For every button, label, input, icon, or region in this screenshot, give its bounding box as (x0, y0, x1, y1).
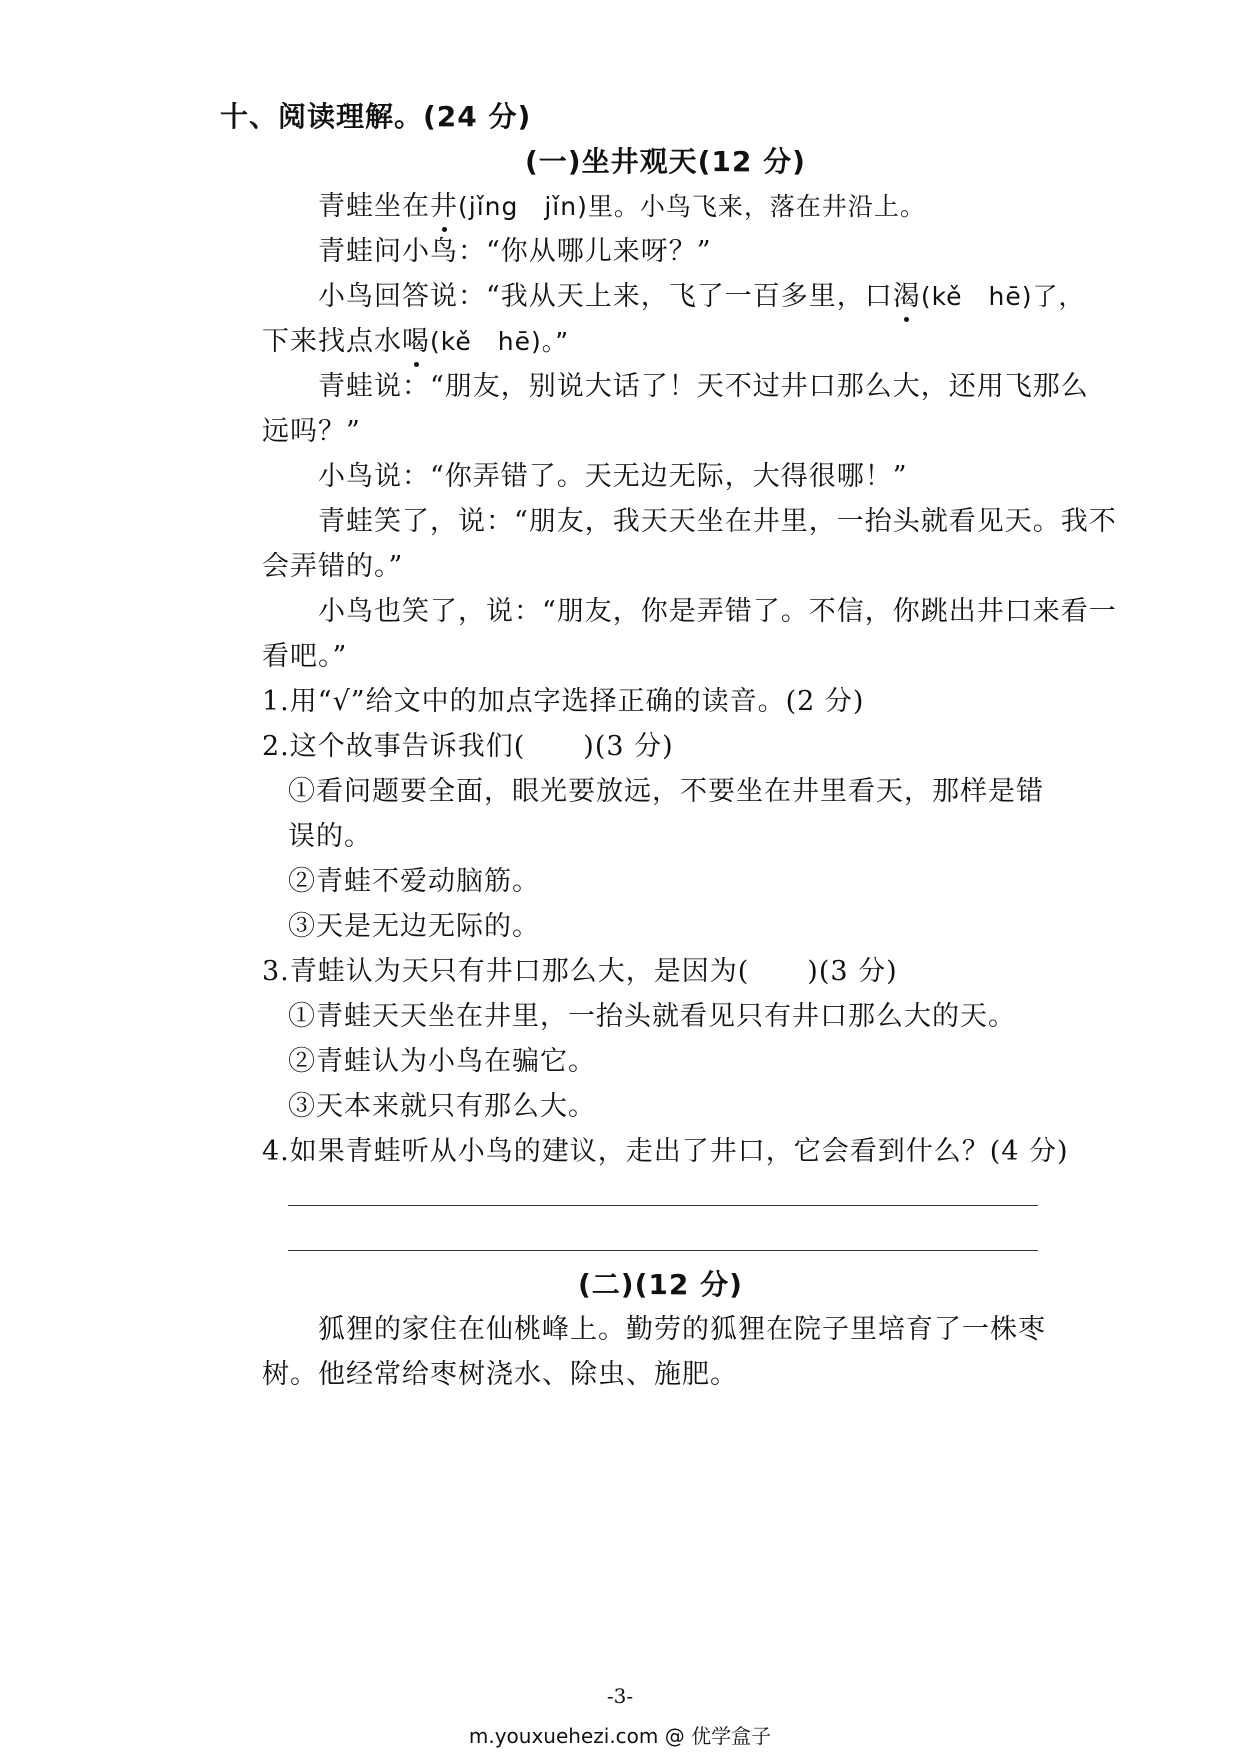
text: )(3 分) (583, 731, 674, 762)
passage1-para6-line2: 会弄错的。” (262, 551, 404, 582)
text: 3.青蛙认为天只有井口那么大，是因为( (262, 956, 750, 987)
passage1-para3-line2 (262, 325, 569, 359)
dotted-char: 渴 (892, 281, 921, 312)
question-2-option-3: ③天是无边无际的。 (288, 911, 540, 942)
passage1-para7-line2: 看吧。” (262, 641, 348, 672)
question-3-option-1: ①青蛙天天坐在井里，一抬头就看见只有井口那么大的天。 (288, 1001, 1016, 1032)
passage1-para4-line2: 远吗？” (262, 416, 361, 447)
pinyin-choice: (jǐng jǐn)里。小鸟飞来，落在井沿上。 (458, 192, 926, 221)
page-number: -3- (606, 1684, 634, 1708)
passage1-para7-line1: 小鸟也笑了，说：“朋友，你是弄错了。不信，你跳出井口来看一 (318, 596, 1117, 627)
passage1-para4-line1: 青蛙说：“朋友，别说大话了！天不过井口那么大，还用飞那么 (318, 371, 1089, 402)
question-3-option-2: ②青蛙认为小鸟在骗它。 (288, 1046, 596, 1077)
pinyin-choice: (kě hē)了， (920, 282, 1085, 311)
pinyin-choice: (kě hē)。” (430, 327, 570, 356)
text: 下来找点水 (262, 326, 402, 357)
passage1-para3-line1 (318, 280, 1085, 314)
text: 小鸟回答说：“我从天上来，飞了一百多里，口 (318, 281, 893, 312)
question-3 (262, 955, 898, 989)
question-2 (262, 730, 674, 764)
dotted-char: 井 (430, 191, 458, 222)
answer-line-1[interactable] (288, 1205, 1038, 1206)
question-1: 1.用“√”给文中的加点字选择正确的读音。(2 分) (262, 686, 865, 717)
passage1-para5: 小鸟说：“你弄错了。天无边无际，大得很哪！” (318, 461, 908, 492)
question-2-option-1: ①看问题要全面，眼光要放远，不要坐在井里看天，那样是错 (288, 776, 1044, 807)
passage1-para2: 青蛙问小鸟：“你从哪儿来呀？” (318, 236, 712, 267)
footer-watermark: m.youxuehezi.com @ 优学盒子 (468, 1724, 772, 1748)
answer-line-2[interactable] (288, 1250, 1038, 1251)
passage1-para1 (318, 190, 926, 224)
question-3-option-3: ③天本来就只有那么大。 (288, 1091, 596, 1122)
passage2-title: (二)(12 分) (578, 1268, 743, 1301)
passage1-para6-line1: 青蛙笑了，说：“朋友，我天天坐在井里，一抬头就看见天。我不 (318, 506, 1117, 537)
passage2-para1-line2: 树。他经常给枣树浇水、除虫、施肥。 (262, 1359, 738, 1390)
section-title: 十、阅读理解。(24 分) (220, 100, 532, 133)
text: )(3 分) (807, 956, 898, 987)
text: 青蛙坐在 (318, 191, 430, 222)
text: 2.这个故事告诉我们( (262, 731, 526, 762)
dotted-char: 喝 (402, 326, 430, 357)
passage2-para1-line1: 狐狸的家住在仙桃峰上。勤劳的狐狸在院子里培育了一株枣 (318, 1314, 1046, 1345)
question-4: 4.如果青蛙听从小鸟的建议，走出了井口，它会看到什么？(4 分) (262, 1136, 1069, 1167)
question-2-option-2: ②青蛙不爱动脑筋。 (288, 866, 540, 897)
passage1-title: (一)坐井观天(12 分) (525, 145, 806, 178)
question-2-option-1-cont: 误的。 (288, 821, 372, 852)
